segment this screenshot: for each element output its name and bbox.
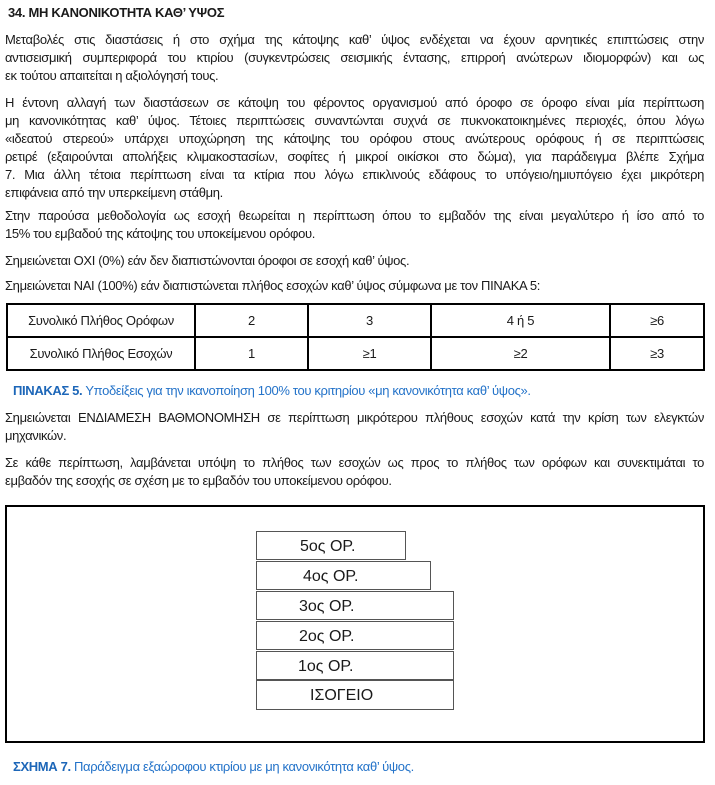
paragraph-intro — [5, 31, 704, 85]
table-cell: 4 ή 5 — [431, 304, 610, 337]
text-line: μηχανικών. — [5, 428, 67, 443]
paragraph-yes — [5, 277, 704, 295]
row-header: Συνολικό Πλήθος Εσοχών — [7, 337, 195, 370]
paragraph-description — [5, 94, 704, 202]
text-line: Σημειώνεται ΟΧΙ (0%) εάν δεν διαπιστώνονται όροφοι σε εσοχή καθ’ ύψος. — [5, 253, 410, 268]
text-line: μη κανονικότητας καθ’ ύψος. Τέτοιες περιπτώσεις συναντώνται συχνά σε πυκνοκατοικημένες περιοχές, όπου λόγω — [5, 113, 704, 128]
table-row-floors — [7, 304, 704, 337]
text-line: Στην παρούσα μεθοδολογία ως εσοχή θεωρείται η περίπτωση όπου το εμβαδόν της είναι μεγαλύτερο ή ίσο από το — [5, 208, 704, 223]
floor-label: 4ος ΟΡ. — [303, 568, 359, 585]
text-line: εμβαδόν της εσοχής σε σχέση με το εμβαδόν του υποκείμενου ορόφου. — [5, 473, 392, 488]
table-cell: ≥3 — [610, 337, 704, 370]
floor-1 — [256, 651, 454, 680]
table-cell: 2 — [195, 304, 308, 337]
table-cell: ≥1 — [308, 337, 431, 370]
text-line: Σημειώνεται ΕΝΔΙΑΜΕΣΗ ΒΑΘΜΟΝΟΜΗΣΗ σε περίπτωση μικρότερου πλήθους εσοχών κατά την κρίση των ελεγκτών — [5, 410, 704, 425]
row-header: Συνολικό Πλήθος Ορόφων — [7, 304, 195, 337]
text-line: Μεταβολές στις διαστάσεις ή στο σχήμα της κάτοψης καθ’ ύψος ενδέχεται να έχουν αρνητικές επιπτώσεις στην — [5, 32, 704, 47]
floor-5 — [256, 531, 406, 560]
paragraph-no — [5, 252, 704, 270]
table-caption-text: Υποδείξεις για την ικανοποίηση 100% του κριτηρίου «μη κανονικότητα καθ’ ύψος». — [82, 383, 531, 398]
text-line: Σημειώνεται ΝΑΙ (100%) εάν διαπιστώνεται πλήθος εσοχών καθ’ ύψος σύμφωνα με τον ΠΙΝΑΚΑ 5: — [5, 278, 541, 293]
table-5 — [6, 303, 705, 371]
floor-label: 3ος ΟΡ. — [299, 598, 355, 615]
text-line: Σε κάθε περίπτωση, λαμβάνεται υπόψη το πλήθος των εσοχών ως προς το πλήθος των ορόφων και συνεκτιμάται το — [5, 455, 704, 470]
table-caption-label: ΠΙΝΑΚΑΣ 5. — [13, 383, 83, 398]
text-line: Η έντονη αλλαγή των διαστάσεων σε κάτοψη του φέροντος οργανισμού από όροφο σε όροφο είναι μία περίπτωση — [5, 95, 704, 110]
table-cell: ≥2 — [431, 337, 610, 370]
floor-label: ΙΣΟΓΕΙΟ — [310, 687, 374, 704]
table-row-setbacks — [7, 337, 704, 370]
paragraph-assessment — [5, 454, 704, 490]
floor-2 — [256, 621, 454, 650]
table-caption — [13, 383, 531, 398]
floor-3 — [256, 591, 454, 620]
paragraph-intermediate — [5, 409, 704, 445]
text-line: επιφάνεια από την υπερκείμενη στάθμη. — [5, 185, 223, 200]
table-cell: ≥6 — [610, 304, 704, 337]
floor-label: 5ος ΟΡ. — [300, 538, 356, 555]
floor-4 — [256, 561, 431, 590]
text-line: ρετιρέ (εξαιρούνται απολήξεις κλιμακοστασίων, σοφίτες ή μικροί οικίσκοι στο δώμα), για παράδειγμα βλέπε Σχήμα — [5, 149, 704, 164]
text-line: αντισεισμική συμπεριφορά του κτιρίου (συγκεντρώσεις σεισμικής έντασης, επιρροή ανώτερων ιδιομορφών) και ως — [5, 50, 704, 65]
text-line: 7. Μια άλλη τέτοια περίπτωση είναι τα κτίρια που λόγω επικλινούς εδάφους το υπόγειο/ημιυπόγειο έχει μικρότερη — [5, 167, 704, 182]
floor-ground — [256, 680, 454, 710]
text-line: 15% του εμβαδού της κάτοψης του υποκείμενου ορόφου. — [5, 226, 315, 241]
table-cell: 3 — [308, 304, 431, 337]
section-heading: 34. ΜΗ ΚΑΝΟΝΙΚΟΤΗΤΑ ΚΑΘ’ ΥΨΟΣ — [8, 5, 225, 20]
paragraph-definition — [5, 207, 704, 243]
text-line: εκ τούτου απαιτείται η αξιολόγησή τους. — [5, 68, 219, 83]
figure-caption-text: Παράδειγμα εξαώροφου κτιρίου με μη κανονικότητα καθ’ ύψος. — [70, 759, 414, 774]
figure-caption — [13, 759, 414, 774]
table-cell: 1 — [195, 337, 308, 370]
figure-caption-label: ΣΧΗΜΑ 7. — [13, 759, 71, 774]
text-line: «ιδεατού στερεού» υπάρχει υποχώρηση της κάτοψης του ορόφου στους ανώτερους ορόφους ή σε περιπτώσεις — [5, 131, 704, 146]
floor-label: 1ος ΟΡ. — [298, 658, 354, 675]
floor-label: 2ος ΟΡ. — [299, 628, 355, 645]
